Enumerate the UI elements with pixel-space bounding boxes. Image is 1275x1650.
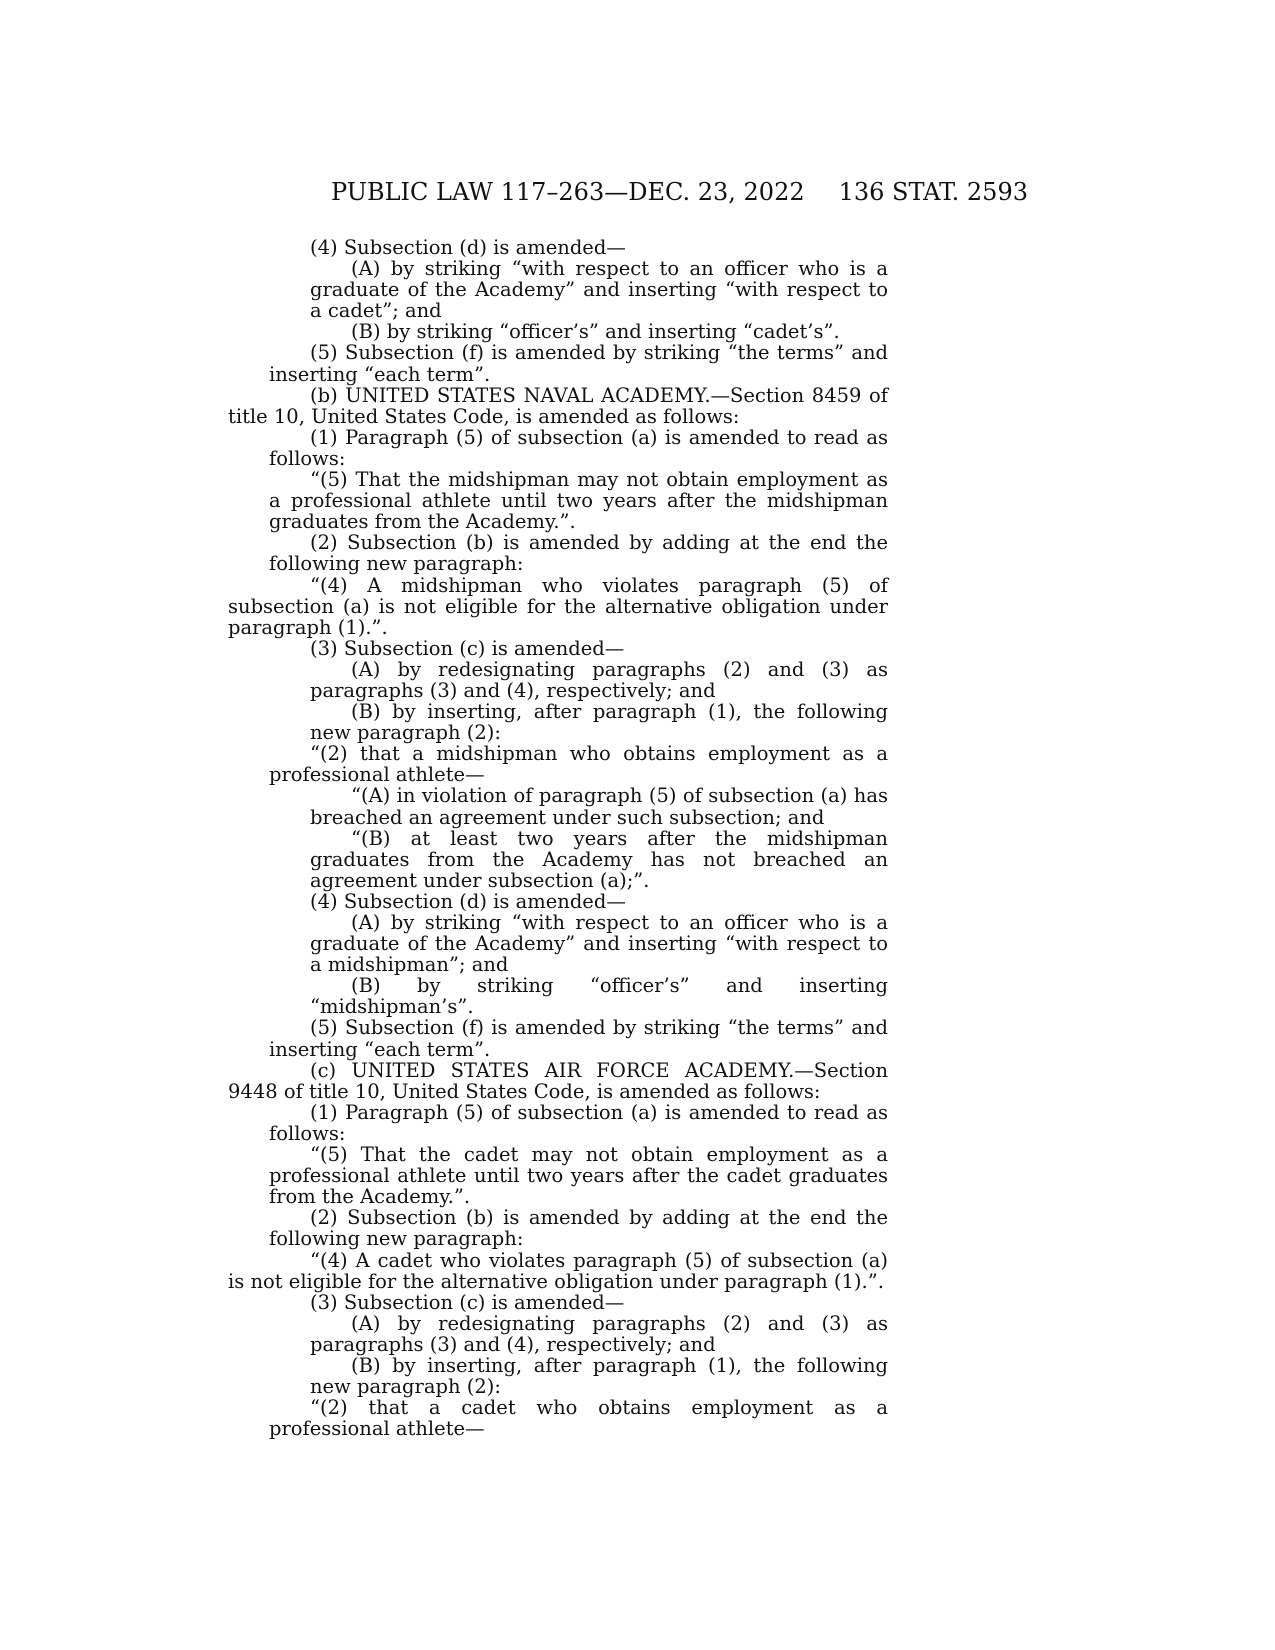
quoted-paragraph: “(2) that a cadet who obtains employment as a professional athlete—: [269, 1396, 888, 1441]
quoted-paragraph: “(4) A cadet who violates paragraph (5) of subsection (a) is not eligible for the alternative obligation under paragraph (1).”.: [228, 1248, 888, 1293]
paragraph: (4) Subsection (d) is amended—: [310, 889, 626, 913]
page-header: [228, 178, 1028, 218]
quoted-paragraph: “(4) A midshipman who violates paragraph (5) of subsection (a) is not eligible for the alternative obligation under paragraph (1).”.: [228, 573, 888, 639]
paragraph: (A) by striking “with respect to an officer who is a graduate of the Academy” and inserting “with respect to a cadet”; and: [310, 257, 888, 323]
subsection-heading-paragraph: (b) UNITED STATES NAVAL ACADEMY.—Section 8459 of title 10, United States Code, is amended as follows:: [228, 383, 888, 428]
quoted-paragraph: “(5) That the midshipman may not obtain employment as a professional athlete until two years after the midshipman graduates from the Academy.”.: [269, 468, 888, 534]
paragraph: (B) by inserting, after paragraph (1), the following new paragraph (2):: [310, 1353, 888, 1399]
paragraph: (1) Paragraph (5) of subsection (a) is amended to read as follows:: [269, 1100, 888, 1145]
subsection-heading-paragraph: (c) UNITED STATES AIR FORCE ACADEMY.—Section 9448 of title 10, United States Code, is amended as follows:: [228, 1058, 888, 1103]
paragraph: (B) by striking “officer’s” and inserting “cadet’s”.: [351, 320, 840, 344]
paragraph: (5) Subsection (f) is amended by striking “the terms” and inserting “each term”.: [269, 341, 888, 386]
paragraph: (3) Subsection (c) is amended—: [310, 636, 625, 660]
quoted-paragraph: “(5) That the cadet may not obtain employment as a professional athlete until two years after the cadet graduates from the Academy.”.: [269, 1143, 888, 1209]
paragraph: (2) Subsection (b) is amended by adding at the end the following new paragraph:: [269, 531, 888, 576]
quoted-paragraph: “(B) at least two years after the midshipman graduates from the Academy has not breached an agreement under subsection (a);”.: [310, 826, 888, 892]
paragraph: (4) Subsection (d) is amended—: [310, 236, 626, 259]
paragraph: (B) by inserting, after paragraph (1), the following new paragraph (2):: [310, 700, 888, 745]
paragraph: (B) by striking “officer’s” and inserting “midshipman’s”.: [310, 974, 888, 1019]
paragraph: (A) by redesignating paragraphs (2) and (3) as paragraphs (3) and (4), respectively; and: [310, 1311, 888, 1356]
quoted-paragraph: “(A) in violation of paragraph (5) of subsection (a) has breached an agreement under such subsection; and: [310, 784, 888, 829]
paragraph: (3) Subsection (c) is amended—: [310, 1290, 625, 1314]
paragraph: (5) Subsection (f) is amended by striking “the terms” and inserting “each term”.: [269, 1016, 888, 1061]
quoted-paragraph: “(2) that a midshipman who obtains employment as a professional athlete—: [269, 742, 888, 787]
running-head-title: PUBLIC LAW 117–263—DEC. 23, 2022: [331, 178, 805, 206]
statute-page-number: 136 STAT. 2593: [838, 178, 1028, 206]
paragraph: (A) by redesignating paragraphs (2) and (3) as paragraphs (3) and (4), respectively; and: [310, 657, 888, 702]
paragraph: (2) Subsection (b) is amended by adding at the end the following new paragraph:: [269, 1206, 888, 1251]
paragraph: (1) Paragraph (5) of subsection (a) is amended to read as follows:: [269, 425, 888, 470]
paragraph: (A) by striking “with respect to an officer who is a graduate of the Academy” and inserting “with respect to a midshipman”; and: [310, 911, 888, 977]
document-body: [228, 237, 888, 1439]
